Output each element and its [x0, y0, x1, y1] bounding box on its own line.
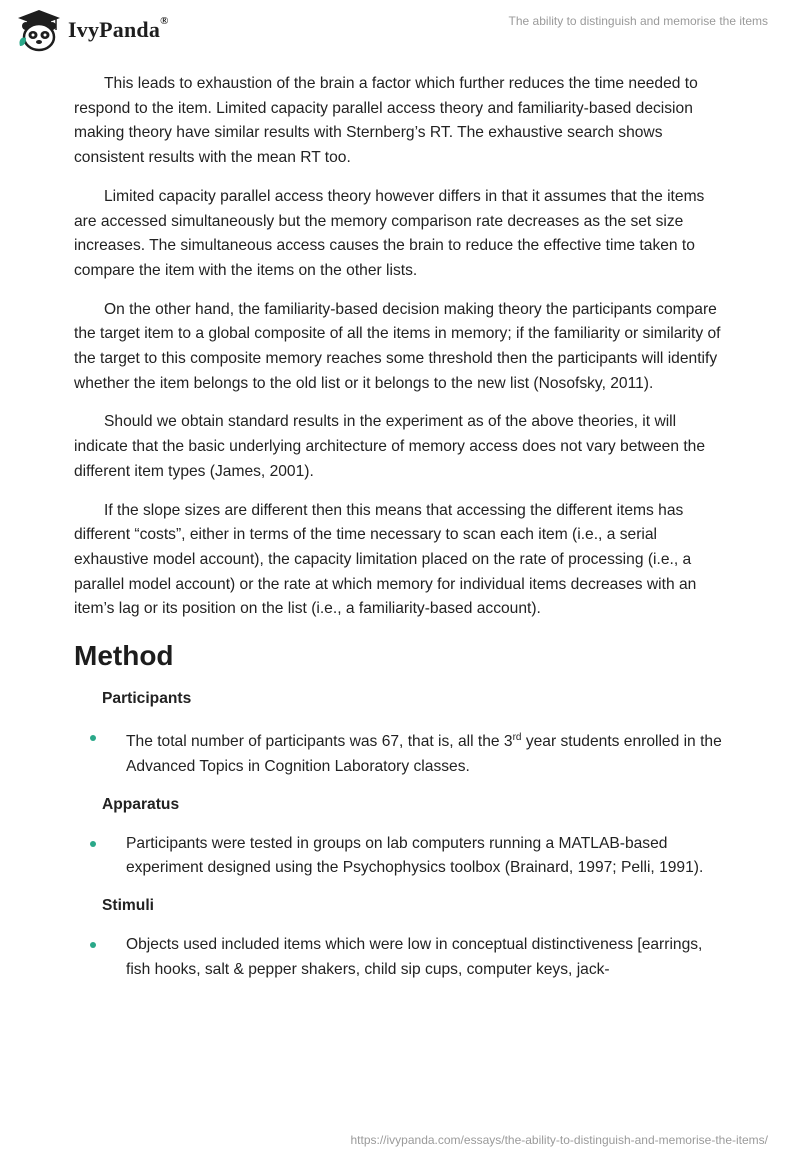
body-paragraph: This leads to exhaustion of the brain a factor which further reduces the time needed to respond to the item. Limited capacity parallel access theory and familiarity-based decision making theory have similar results with Sternberg’s RT. The exhaustive search shows consistent results with the mean RT too.	[74, 75, 698, 167]
essay-content	[74, 72, 726, 996]
page-header	[0, 0, 800, 62]
body-paragraph: On the other hand, the familiarity-based decision making theory the participants compare the target item to a global composite of all the items in memory; if the familiarity or similarity of the target to this composite memory reaches some threshold then the participants will identify whether the item belongs to the old list or it belongs to the new list (Nosofsky, 2011).	[74, 300, 721, 392]
document-title: The ability to distinguish and memorise the items	[508, 14, 768, 28]
participants-bullet: The total number of participants was 67, that is, all the 3rd year students enrolled in the Advanced Topics in Cognition Laboratory classes.	[74, 726, 726, 780]
bullet-dot	[90, 735, 96, 741]
participants-heading: Participants	[102, 690, 192, 708]
method-heading: Method	[74, 640, 174, 672]
body-paragraph: If the slope sizes are different then this means that accessing the different items has different “costs”, either in terms of the time necessary to scan each item (i.e., a serial exhaustive model account), the capacity limitation placed on the rate of processing (i.e., a parallel model account) or the rate at which memory for individual items decreases with an item’s lag or its position on the list (i.e., a familiarity-based account).	[74, 501, 697, 618]
logo-text: IvyPanda®	[68, 15, 169, 42]
stimuli-bullet: Objects used included items which were low in conceptual distinctiveness [earrings, fish hooks, salt & pepper shakers, child sip cups, computer keys, jack-	[74, 933, 726, 982]
bullet-dot	[90, 942, 96, 948]
bullet-dot	[90, 841, 96, 847]
stimuli-heading: Stimuli	[102, 897, 154, 915]
body-paragraph: Limited capacity parallel access theory however differs in that it assumes that the items are accessed simultaneously but the memory comparison rate decreases as the set size increases. The simultaneous access causes the brain to reduce the effective time taken to compare the item with the items on the other lists.	[74, 187, 705, 279]
ivypanda-logo[interactable]	[16, 8, 169, 52]
panda-graduate-icon	[16, 8, 62, 52]
apparatus-bullet: Participants were tested in groups on lab computers running a MATLAB-based experiment designed using the Psychophysics toolbox (Brainard, 1997; Pelli, 1991).	[74, 832, 726, 881]
source-url[interactable]: https://ivypanda.com/essays/the-ability-to-distinguish-and-memorise-the-items/	[350, 1133, 768, 1147]
body-paragraph: Should we obtain standard results in the experiment as of the above theories, it will indicate that the basic underlying architecture of memory access does not vary between the different item types (James, 2001).	[74, 413, 706, 480]
apparatus-heading: Apparatus	[102, 795, 180, 813]
